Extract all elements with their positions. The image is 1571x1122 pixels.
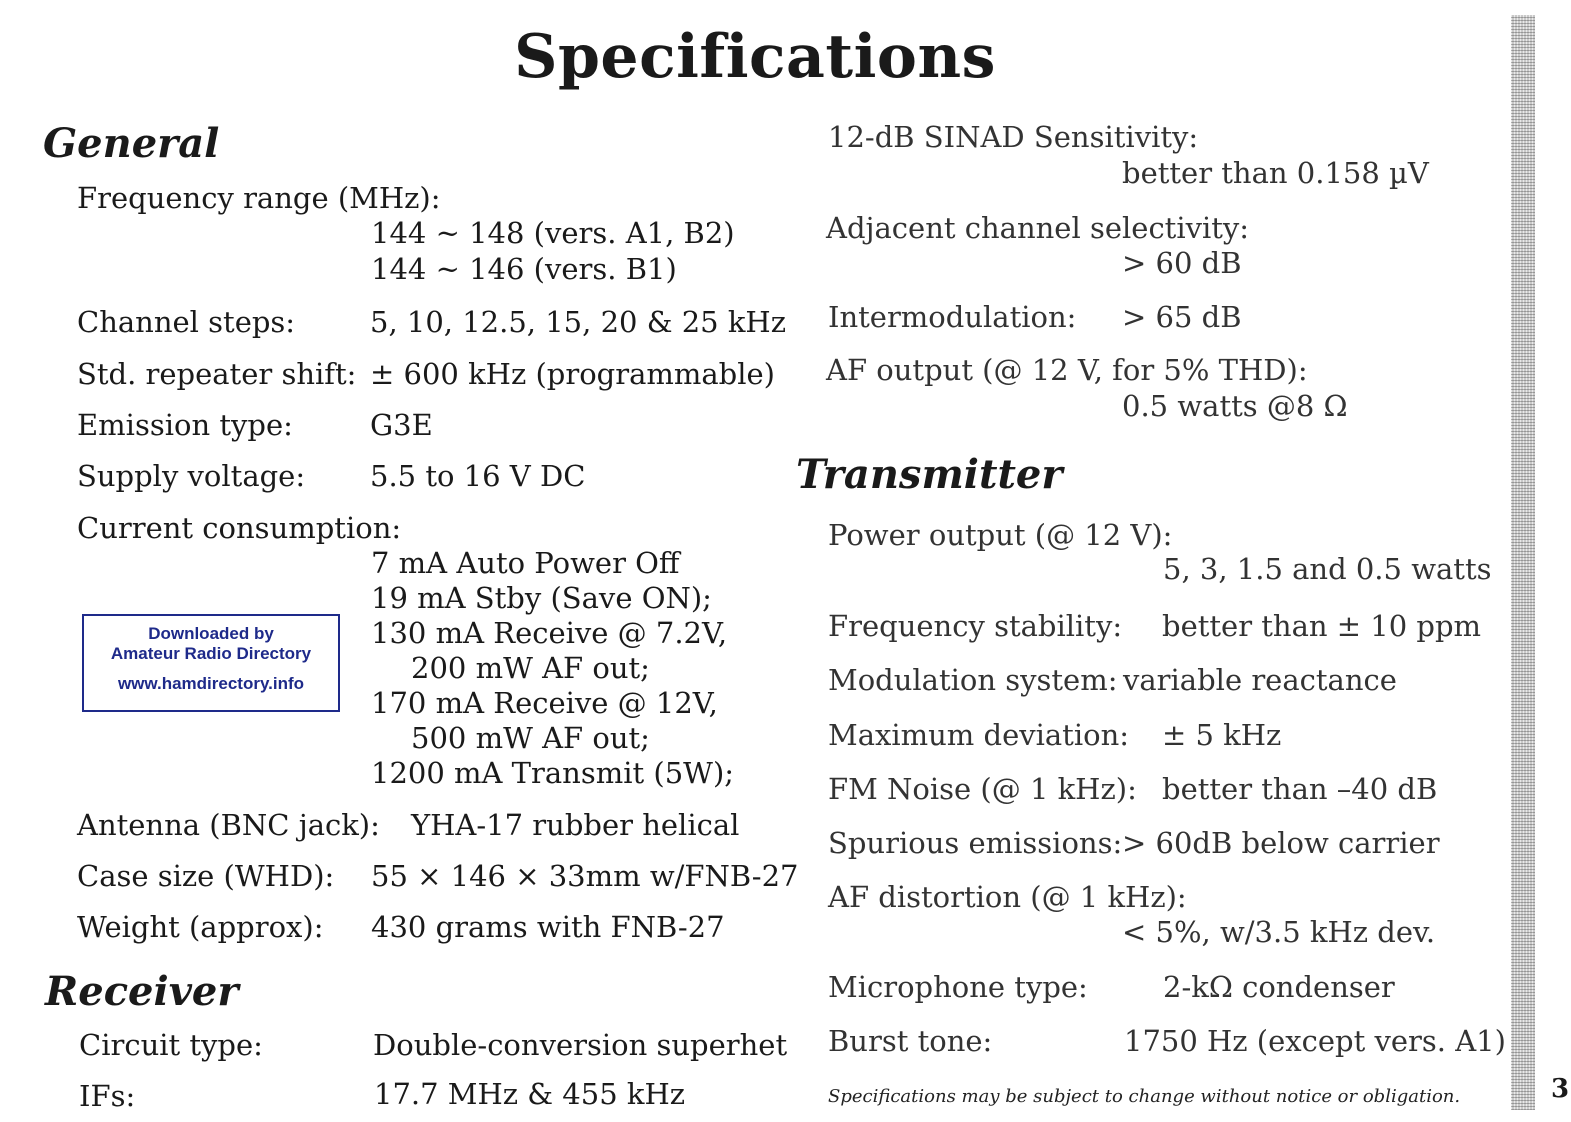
af-distortion-value: < 5%, w/3.5 kHz dev. xyxy=(1122,915,1436,949)
footnote: Specifications may be subject to change without notice or obligation. xyxy=(828,1086,1461,1107)
ifs-label: IFs: xyxy=(79,1079,136,1113)
sinad-label: 12-dB SINAD Sensitivity: xyxy=(828,120,1199,154)
repeater-shift-value: ± 600 kHz (programmable) xyxy=(370,357,775,391)
stamp-line-3: www.hamdirectory.info xyxy=(117,674,305,693)
page-number: 3 xyxy=(1551,1074,1570,1104)
intermodulation-label: Intermodulation: xyxy=(828,300,1077,334)
adjacent-selectivity-value: > 60 dB xyxy=(1122,246,1242,280)
af-output-value: 0.5 watts @8 Ω xyxy=(1122,389,1348,423)
current-consumption-line: 200 mW AF out; xyxy=(411,651,650,685)
current-consumption-line: 170 mA Receive @ 12V, xyxy=(371,686,718,720)
frequency-range-value-1: 144 ~ 148 (vers. A1, B2) xyxy=(371,216,735,250)
fm-noise-label: FM Noise (@ 1 kHz): xyxy=(828,772,1137,806)
frequency-stability-label: Frequency stability: xyxy=(828,609,1123,643)
emission-type-value: G3E xyxy=(370,408,433,442)
emission-type-label: Emission type: xyxy=(77,408,293,442)
af-output-label: AF output (@ 12 V, for 5% THD): xyxy=(826,353,1308,387)
channel-steps-label: Channel steps: xyxy=(77,305,296,339)
spurious-emissions-value: > 60dB below carrier xyxy=(1122,826,1440,860)
fm-noise-value: better than –40 dB xyxy=(1162,772,1438,806)
af-distortion-label: AF distortion (@ 1 kHz): xyxy=(828,880,1187,914)
spurious-emissions-label: Spurious emissions: xyxy=(828,826,1123,860)
weight-label: Weight (approx): xyxy=(77,910,324,944)
current-consumption-line: 500 mW AF out; xyxy=(411,721,650,755)
power-output-value: 5, 3, 1.5 and 0.5 watts xyxy=(1163,552,1492,586)
weight-value: 430 grams with FNB-27 xyxy=(371,910,725,944)
adjacent-selectivity-label: Adjacent channel selectivity: xyxy=(826,211,1250,245)
channel-steps-value: 5, 10, 12.5, 15, 20 & 25 kHz xyxy=(370,305,786,339)
modulation-system-label: Modulation system: xyxy=(828,663,1118,697)
frequency-range-value-2: 144 ~ 146 (vers. B1) xyxy=(371,252,677,286)
current-consumption-label: Current consumption: xyxy=(77,511,402,545)
current-consumption-line: 130 mA Receive @ 7.2V, xyxy=(371,616,728,650)
repeater-shift-label: Std. repeater shift: xyxy=(77,357,357,391)
ifs-value: 17.7 MHz & 455 kHz xyxy=(374,1077,686,1111)
stamp-line-1: Downloaded by xyxy=(148,624,274,643)
scan-edge-strip xyxy=(1511,15,1535,1110)
circuit-type-label: Circuit type: xyxy=(79,1028,263,1062)
page-title: Specifications xyxy=(514,22,996,92)
supply-voltage-label: Supply voltage: xyxy=(77,459,306,493)
burst-tone-label: Burst tone: xyxy=(828,1024,993,1058)
receiver-heading: Receiver xyxy=(45,968,239,1015)
supply-voltage-value: 5.5 to 16 V DC xyxy=(370,459,586,493)
antenna-label: Antenna (BNC jack): xyxy=(77,808,380,842)
power-output-label: Power output (@ 12 V): xyxy=(828,518,1173,552)
maximum-deviation-label: Maximum deviation: xyxy=(828,718,1130,752)
transmitter-heading: Transmitter xyxy=(796,451,1063,498)
sinad-value: better than 0.158 µV xyxy=(1122,156,1429,190)
case-size-value: 55 × 146 × 33mm w/FNB-27 xyxy=(371,859,799,893)
burst-tone-value: 1750 Hz (except vers. A1) xyxy=(1124,1024,1506,1058)
maximum-deviation-value: ± 5 kHz xyxy=(1162,718,1282,752)
stamp-line-2: Amateur Radio Directory xyxy=(110,644,312,663)
frequency-stability-value: better than ± 10 ppm xyxy=(1162,609,1482,643)
frequency-range-label: Frequency range (MHz): xyxy=(77,181,441,215)
microphone-type-value: 2-kΩ condenser xyxy=(1163,970,1395,1004)
intermodulation-value: > 65 dB xyxy=(1122,300,1242,334)
microphone-type-label: Microphone type: xyxy=(828,970,1088,1004)
current-consumption-line: 19 mA Stby (Save ON); xyxy=(371,581,712,615)
general-heading: General xyxy=(43,120,220,167)
circuit-type-value: Double-conversion superhet xyxy=(373,1028,788,1062)
current-consumption-line: 7 mA Auto Power Off xyxy=(371,546,680,580)
antenna-value: YHA-17 rubber helical xyxy=(411,808,740,842)
modulation-system-value: variable reactance xyxy=(1123,663,1397,697)
case-size-label: Case size (WHD): xyxy=(77,859,335,893)
current-consumption-line: 1200 mA Transmit (5W); xyxy=(371,756,735,790)
download-stamp xyxy=(82,614,340,712)
